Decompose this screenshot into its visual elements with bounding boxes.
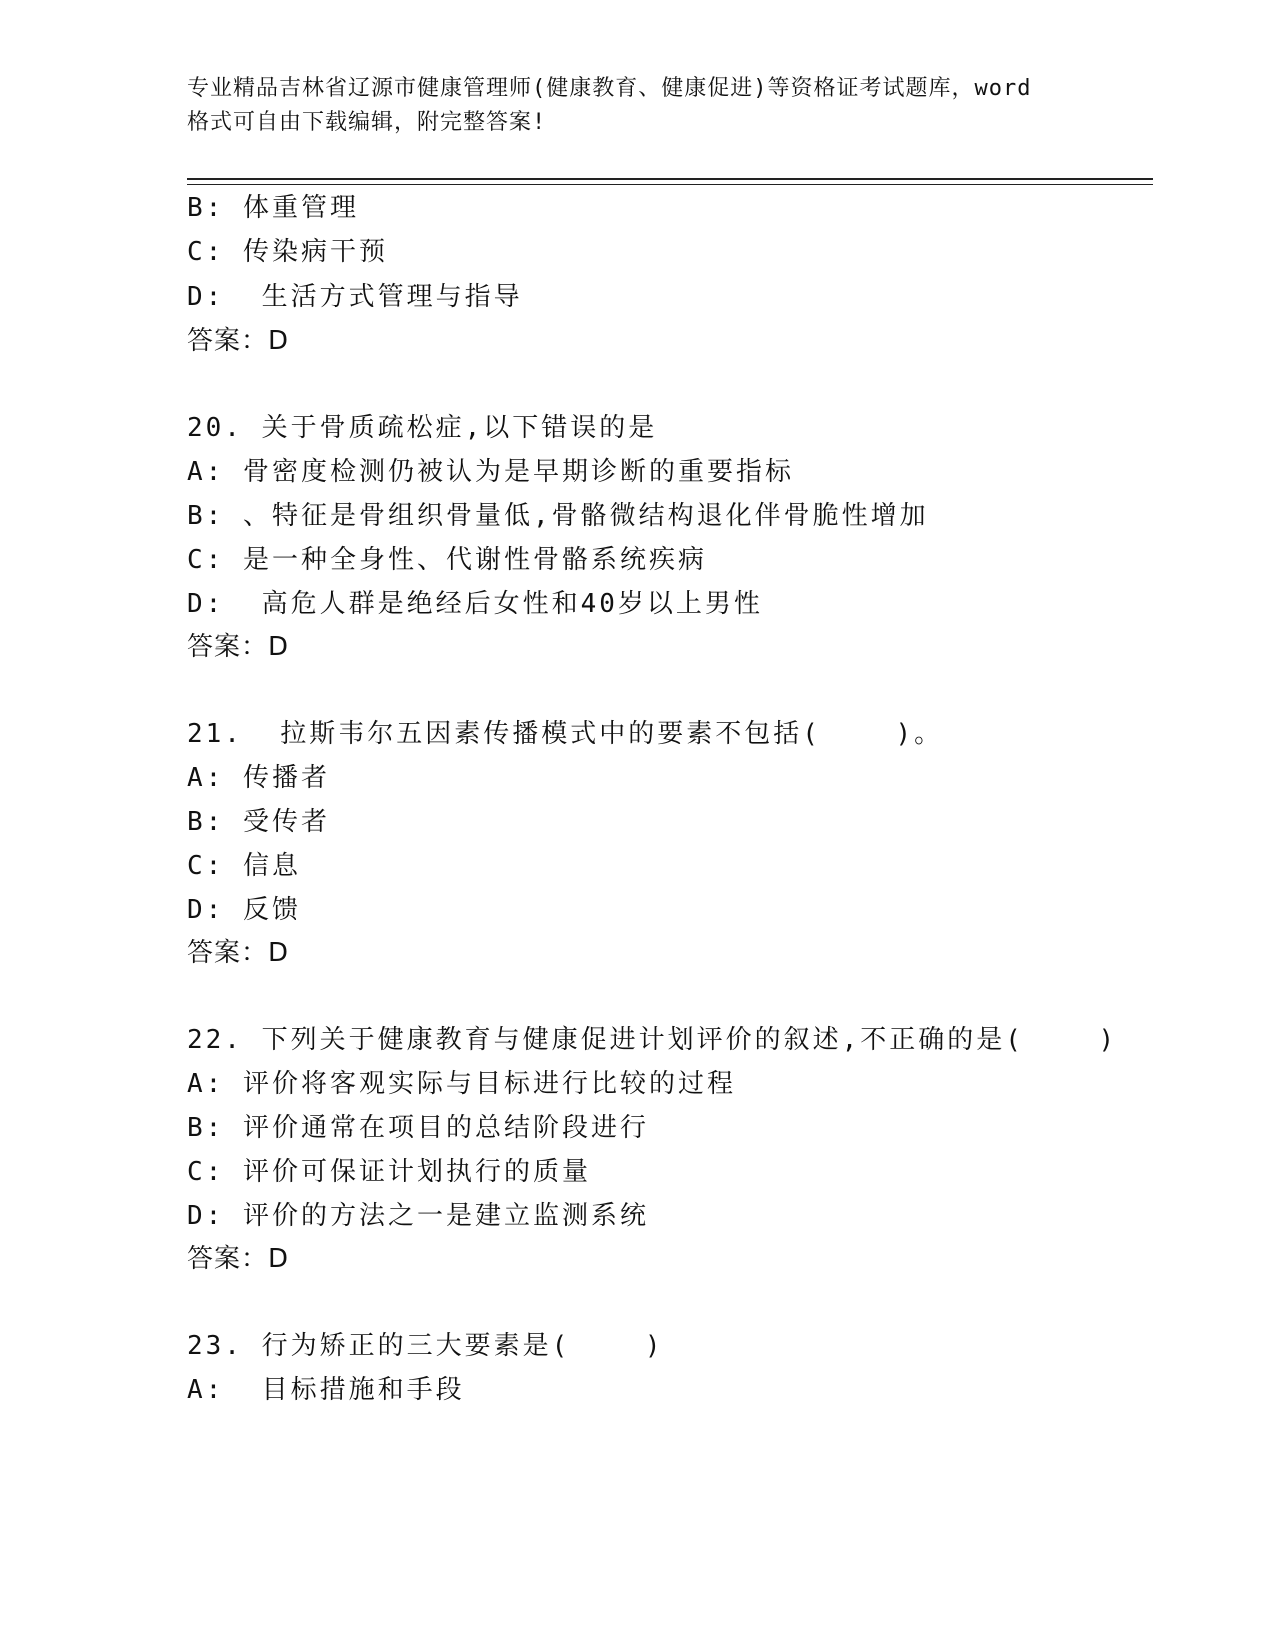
q22-option-c: C: 评价可保证计划执行的质量 [187,1157,591,1187]
q23-option-a: A: 目标措施和手段 [187,1375,465,1405]
document-header [187,72,1087,140]
q20-option-c: C: 是一种全身性、代谢性骨骼系统疾病 [187,545,707,575]
q23-stem: 23. 行为矫正的三大要素是( ) [187,1331,664,1361]
header-divider-thick [187,178,1153,180]
q21-option-d: D: 反馈 [187,895,301,925]
header-divider-thin [187,184,1153,185]
q22-option-d: D: 评价的方法之一是建立监测系统 [187,1201,649,1231]
q19-option-c: C: 传染病干预 [187,237,388,267]
q19-option-d: D: 生活方式管理与指导 [187,282,523,312]
header-line-2: 格式可自由下载编辑，附完整答案! [187,110,547,135]
q22-stem: 22. 下列关于健康教育与健康促进计划评价的叙述,不正确的是( ) [187,1025,1118,1055]
q20-option-a: A: 骨密度检测仍被认为是早期诊断的重要指标 [187,457,794,487]
q20-answer: 答案：D [187,632,290,662]
q19-answer: 答案：D [187,326,290,356]
q20-option-d: D: 高危人群是绝经后女性和40岁以上男性 [187,589,763,619]
q21-option-b: B: 受传者 [187,807,330,837]
q22-answer: 答案：D [187,1244,290,1274]
q20-option-b: B: 、特征是骨组织骨量低,骨骼微结构退化伴骨脆性增加 [187,501,929,531]
q22-option-b: B: 评价通常在项目的总结阶段进行 [187,1113,649,1143]
header-line-1: 专业精品吉林省辽源市健康管理师(健康教育、健康促进)等资格证考试题库，word [187,76,1032,101]
q21-answer: 答案：D [187,938,290,968]
q21-option-c: C: 信息 [187,851,301,881]
q22-option-a: A: 评价将客观实际与目标进行比较的过程 [187,1069,736,1099]
q20-stem: 20. 关于骨质疏松症,以下错误的是 [187,413,658,443]
q19-option-b: B: 体重管理 [187,193,359,223]
q21-stem: 21. 拉斯韦尔五因素传播模式中的要素不包括( )。 [187,719,944,749]
q21-option-a: A: 传播者 [187,763,330,793]
